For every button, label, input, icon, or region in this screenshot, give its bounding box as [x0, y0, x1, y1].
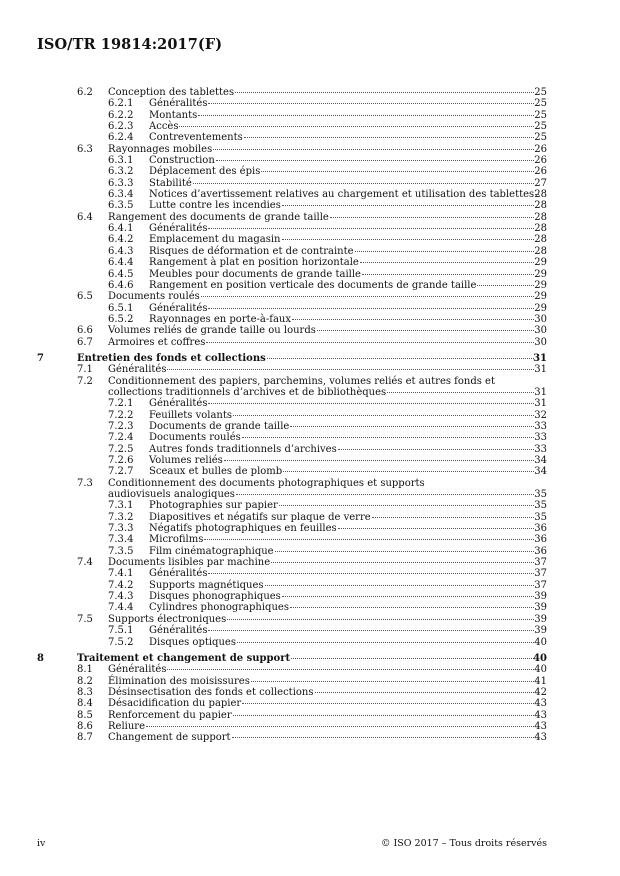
toc-entry-title: Stabilité: [149, 177, 192, 189]
toc-entry[interactable]: [37, 591, 547, 602]
toc-entry-number: 7.4.3: [108, 591, 134, 603]
toc-dot-leader: [232, 737, 534, 738]
toc-entry-page: 39: [534, 625, 547, 637]
toc-dot-leader: [167, 369, 534, 370]
toc-entry-title: collections traditionnels d’archives et de bibliothèques: [108, 386, 387, 398]
toc-entry[interactable]: [37, 466, 547, 477]
toc-entry[interactable]: [37, 234, 547, 245]
toc-entry[interactable]: [37, 269, 547, 280]
toc-entry-page: 31: [534, 398, 547, 410]
toc-entry-title: Négatifs photographiques en feuilles: [149, 523, 337, 535]
toc-entry-title: Conditionnement des papiers, parchemins, volumes reliés et autres fonds et: [108, 375, 495, 387]
toc-dot-leader: [216, 160, 534, 161]
toc-entry-title: Généralités: [149, 568, 208, 580]
toc-entry[interactable]: [37, 398, 547, 409]
toc-entry-number: 7.2.5: [108, 443, 134, 455]
toc-entry-title: Conditionnement des documents photographiques et supports: [108, 477, 425, 489]
toc-entry-number: 6.3: [77, 143, 93, 155]
toc-entry-number: 6.7: [77, 336, 93, 348]
toc-entry-title: Rangement des documents de grande taille: [108, 211, 329, 223]
toc-dot-leader: [167, 669, 534, 670]
toc-chapter-entry[interactable]: [37, 353, 547, 364]
toc-dot-leader: [233, 715, 534, 716]
toc-entry-page: 43: [534, 732, 547, 744]
toc-entry[interactable]: [37, 687, 547, 698]
toc-entry-title: Généralités: [149, 398, 208, 410]
toc-entry-number: 7.2.3: [108, 420, 134, 432]
toc-entry-title: Disques phonographiques: [149, 591, 281, 603]
toc-entry[interactable]: [37, 478, 547, 489]
toc-entry[interactable]: [37, 291, 547, 302]
toc-entry[interactable]: [37, 132, 547, 143]
toc-entry-title: Renforcement du papier: [108, 709, 232, 721]
page-number: iv: [37, 838, 46, 849]
toc-dot-leader: [233, 415, 534, 416]
toc-dot-leader: [213, 149, 534, 150]
toc-entry-title: Accès: [149, 121, 179, 133]
toc-entry-number: 6.3.1: [108, 155, 134, 167]
toc-entry-title: Montants: [149, 109, 198, 121]
toc-entry[interactable]: [37, 698, 547, 709]
toc-entry[interactable]: [37, 580, 547, 591]
toc-dot-leader: [315, 692, 535, 693]
toc-entry-page: 26: [534, 155, 547, 167]
toc-dot-leader: [208, 573, 534, 574]
toc-entry[interactable]: [37, 721, 547, 732]
toc-entry-number: 7.3.2: [108, 511, 134, 523]
toc-entry[interactable]: [37, 432, 547, 443]
toc-entry[interactable]: [37, 155, 547, 166]
copyright-notice: © ISO 2017 – Tous droits réservés: [380, 838, 547, 849]
toc-entry[interactable]: [37, 625, 547, 636]
toc-entry[interactable]: [37, 557, 547, 568]
toc-entry[interactable]: [37, 314, 547, 325]
toc-entry[interactable]: [37, 512, 547, 523]
toc-entry-number: 7.3.4: [108, 534, 134, 546]
toc-entry-title: Microfilms: [149, 534, 204, 546]
toc-entry-title: Volumes reliés: [149, 455, 223, 466]
toc-entry[interactable]: [37, 364, 547, 375]
toc-dot-leader: [251, 681, 534, 682]
toc-entry-title: Entretien des fonds et collections: [77, 352, 266, 364]
toc-entry-page: 26: [534, 166, 547, 178]
toc-entry-number: 7.1: [77, 364, 93, 376]
toc-entry-page: 27: [534, 177, 547, 189]
toc-entry-page: 28: [534, 234, 547, 246]
toc-entry-page: 34: [534, 466, 547, 478]
toc-entry[interactable]: [37, 568, 547, 579]
toc-entry-title: Volumes reliés de grande taille ou lourds: [108, 325, 316, 337]
toc-entry-title: Rayonnages mobiles: [108, 143, 213, 155]
toc-entry[interactable]: [37, 444, 547, 455]
toc-entry-page: 36: [534, 534, 547, 546]
toc-dot-leader: [146, 726, 534, 727]
toc-dot-leader: [282, 239, 535, 240]
toc-dot-leader: [338, 528, 534, 529]
table-of-contents: [37, 87, 547, 744]
toc-dot-leader: [208, 630, 534, 631]
toc-entry-page: 25: [534, 132, 547, 144]
toc-entry[interactable]: [37, 121, 547, 132]
toc-entry-number: 6.5: [77, 291, 93, 303]
toc-dot-leader: [237, 642, 534, 643]
toc-entry[interactable]: [37, 178, 547, 189]
toc-entry[interactable]: [37, 387, 547, 398]
toc-dot-leader: [282, 205, 534, 206]
toc-entry-page: 43: [534, 698, 547, 710]
toc-entry[interactable]: [37, 664, 547, 675]
toc-entry[interactable]: [37, 166, 547, 177]
toc-entry-page: 30: [534, 325, 547, 337]
toc-entry-number: 7.4: [77, 557, 93, 569]
toc-entry-title: Rayonnages en porte-à-faux: [149, 313, 292, 325]
toc-entry-number: 7.5: [77, 613, 93, 625]
toc-entry-number: 6.3.3: [108, 177, 134, 189]
toc-dot-leader: [372, 517, 534, 518]
toc-entry-page: 35: [534, 489, 547, 501]
toc-entry[interactable]: [37, 87, 547, 98]
toc-dot-leader: [227, 619, 534, 620]
toc-dot-leader: [208, 403, 534, 404]
toc-entry-number: 6.3.5: [108, 200, 134, 212]
toc-entry-page: 34: [534, 455, 547, 466]
toc-entry-number: 7.5.2: [108, 636, 134, 648]
toc-dot-leader: [201, 296, 534, 297]
toc-entry-number: 7: [37, 352, 44, 364]
toc-entry-number: 6.3.4: [108, 189, 134, 201]
toc-entry-page: 35: [534, 511, 547, 523]
toc-entry-page: 39: [534, 602, 547, 614]
toc-entry-number: 7.3.1: [108, 500, 134, 512]
toc-entry-page: 36: [534, 545, 547, 557]
toc-entry[interactable]: [37, 280, 547, 291]
toc-dot-leader: [291, 658, 534, 659]
toc-entry-title: Reliure: [108, 720, 145, 732]
toc-entry-page: 29: [534, 268, 547, 280]
toc-entry-number: 8.4: [77, 698, 93, 710]
toc-entry-page: 29: [534, 279, 547, 291]
toc-dot-leader: [330, 217, 534, 218]
toc-entry-number: 6.2.4: [108, 132, 134, 144]
toc-entry-number: 7.4.4: [108, 602, 134, 614]
toc-dot-leader: [208, 308, 534, 309]
toc-entry[interactable]: [37, 337, 547, 348]
toc-entry-title: Lutte contre les incendies: [149, 200, 281, 212]
toc-entry[interactable]: [37, 257, 547, 268]
toc-entry-number: 7.2: [77, 375, 93, 387]
toc-entry-number: 6.2: [77, 87, 93, 98]
toc-entry-number: 8.3: [77, 686, 93, 698]
toc-entry-number: 6.4.3: [108, 245, 134, 257]
toc-dot-leader: [193, 183, 534, 184]
toc-entry-title: Sceaux et bulles de plomb: [149, 466, 283, 478]
toc-entry-title: Emplacement du magasin: [149, 234, 281, 246]
toc-dot-leader: [362, 274, 534, 275]
toc-entry-title: Film cinématographique: [149, 545, 274, 557]
toc-entry-page: 32: [534, 409, 547, 421]
toc-entry-number: 6.4.5: [108, 268, 134, 280]
toc-entry-title: Rangement à plat en position horizontale: [149, 257, 359, 269]
toc-entry-number: 6.3.2: [108, 166, 134, 178]
toc-dot-leader: [236, 494, 534, 495]
toc-dot-leader: [206, 342, 534, 343]
toc-dot-leader: [477, 285, 534, 286]
toc-entry-title: Notices d’avertissement relatives au chargement et utilisation des tablettes: [149, 189, 535, 201]
toc-entry-title: Généralités: [149, 625, 208, 637]
toc-entry-page: 30: [534, 313, 547, 325]
toc-entry-title: Photographies sur papier: [149, 500, 278, 512]
toc-entry-number: 6.5.1: [108, 302, 134, 314]
toc-entry[interactable]: [37, 325, 547, 336]
toc-entry-title: Désinsectisation des fonds et collections: [108, 686, 314, 698]
toc-entry-page: 37: [534, 579, 547, 591]
toc-dot-leader: [387, 392, 534, 393]
toc-entry-number: 8.2: [77, 675, 93, 687]
toc-entry-page: 40: [534, 636, 547, 648]
toc-entry-number: 6.4.2: [108, 234, 134, 246]
toc-dot-leader: [179, 126, 534, 127]
toc-entry-title: Généralités: [108, 364, 167, 376]
toc-entry[interactable]: [37, 110, 547, 121]
toc-entry-page: 43: [534, 720, 547, 732]
toc-dot-leader: [283, 471, 534, 472]
toc-entry-page: 28: [534, 245, 547, 257]
toc-entry-title: Traitement et changement de support: [77, 652, 291, 664]
toc-entry-title: Diapositives et négatifs sur plaque de verre: [149, 511, 371, 523]
toc-entry-page: 39: [534, 591, 547, 603]
toc-entry-page: 31: [533, 352, 547, 364]
document-header-title: ISO/TR 19814:2017(F): [37, 36, 223, 53]
toc-entry-number: 7.2.6: [108, 455, 134, 466]
toc-entry-page: 33: [534, 443, 547, 455]
toc-dot-leader: [282, 596, 534, 597]
toc-entry[interactable]: [37, 303, 547, 314]
toc-entry-title: Construction: [149, 155, 215, 167]
toc-entry[interactable]: [37, 98, 547, 109]
toc-entry-page: 42: [534, 686, 547, 698]
toc-entry[interactable]: [37, 534, 547, 545]
toc-entry-number: 7.4.2: [108, 579, 134, 591]
toc-entry-number: 7.2.7: [108, 466, 134, 478]
toc-dot-leader: [267, 358, 534, 359]
toc-entry-title: audiovisuels analogiques: [108, 489, 235, 501]
toc-entry-page: 29: [534, 257, 547, 269]
toc-entry[interactable]: [37, 144, 547, 155]
toc-entry-title: Documents roulés: [108, 291, 200, 303]
toc-entry-title: Feuillets volants: [149, 409, 233, 421]
toc-entry-number: 6.5.2: [108, 313, 134, 325]
toc-entry-title: Déplacement des épis: [149, 166, 261, 178]
toc-entry-number: 6.4.1: [108, 223, 134, 235]
toc-entry[interactable]: [37, 676, 547, 687]
toc-dot-leader: [265, 585, 534, 586]
toc-entry-page: 39: [534, 613, 547, 625]
toc-entry-page: 28: [534, 211, 547, 223]
toc-entry-title: Supports magnétiques: [149, 579, 264, 591]
toc-dot-leader: [242, 437, 534, 438]
toc-entry-page: 36: [534, 523, 547, 535]
toc-entry-title: Documents de grande taille: [149, 420, 290, 432]
toc-entry-number: 8.6: [77, 720, 93, 732]
toc-entry[interactable]: [37, 546, 547, 557]
toc-entry-title: Généralités: [149, 302, 208, 314]
toc-entry-title: Généralités: [149, 223, 208, 235]
toc-entry[interactable]: [37, 500, 547, 511]
toc-dot-leader: [204, 539, 534, 540]
toc-entry-number: 8.1: [77, 664, 93, 676]
toc-entry-page: 26: [534, 143, 547, 155]
toc-entry-page: 37: [534, 557, 547, 569]
toc-entry-title: Contreventements: [149, 132, 243, 144]
toc-entry-number: 7.3.5: [108, 545, 134, 557]
toc-entry-page: 33: [534, 432, 547, 444]
toc-entry[interactable]: [37, 710, 547, 721]
toc-dot-leader: [275, 551, 534, 552]
toc-entry-page: 29: [534, 291, 547, 303]
toc-entry[interactable]: [37, 200, 547, 211]
toc-entry-number: 6.2.3: [108, 121, 134, 133]
toc-entry-page: 25: [534, 121, 547, 133]
toc-dot-leader: [292, 319, 534, 320]
toc-entry-page: 25: [534, 87, 547, 98]
toc-dot-leader: [279, 505, 534, 506]
toc-entry-page: 40: [533, 652, 547, 664]
toc-entry-number: 6.2.1: [108, 98, 134, 110]
toc-entry-number: 7.3.3: [108, 523, 134, 535]
toc-entry-title: Conception des tablettes: [108, 87, 235, 98]
toc-dot-leader: [290, 426, 534, 427]
toc-dot-leader: [224, 460, 534, 461]
toc-entry-page: 31: [534, 386, 547, 398]
toc-dot-leader: [360, 262, 534, 263]
toc-entry-title: Autres fonds traditionnels d’archives: [149, 443, 337, 455]
toc-entry[interactable]: [37, 410, 547, 421]
toc-entry-title: Armoires et coffres: [108, 336, 206, 348]
toc-dot-leader: [271, 562, 534, 563]
toc-entry[interactable]: [37, 376, 547, 387]
toc-entry-number: 6.4: [77, 211, 93, 223]
toc-entry[interactable]: [37, 212, 547, 223]
toc-entry[interactable]: [37, 246, 547, 257]
toc-dot-leader: [355, 251, 534, 252]
toc-entry-page: 30: [534, 336, 547, 348]
toc-entry-number: 6.4.6: [108, 279, 134, 291]
toc-entry-number: 6.6: [77, 325, 93, 337]
toc-dot-leader: [261, 171, 534, 172]
toc-chapter-entry[interactable]: [37, 653, 547, 664]
toc-entry-page: 28: [534, 200, 547, 212]
toc-entry-title: Meubles pour documents de grande taille: [149, 268, 361, 280]
toc-entry-title: Disques optiques: [149, 636, 236, 648]
toc-entry[interactable]: [37, 523, 547, 534]
toc-entry-number: 8.5: [77, 709, 93, 721]
toc-entry-number: 8: [37, 652, 44, 664]
toc-entry-title: Désacidification du papier: [108, 698, 242, 710]
toc-entry-number: 7.4.1: [108, 568, 134, 580]
toc-entry-page: 33: [534, 420, 547, 432]
toc-entry-page: 25: [534, 109, 547, 121]
toc-entry-title: Rangement en position verticale des documents de grande taille: [149, 279, 477, 291]
toc-entry-title: Supports électroniques: [108, 613, 227, 625]
toc-entry-page: 29: [534, 302, 547, 314]
toc-entry-number: 8.7: [77, 732, 93, 744]
toc-entry-title: Changement de support: [108, 732, 231, 744]
toc-dot-leader: [290, 607, 534, 608]
toc-entry-title: Documents roulés: [149, 432, 241, 444]
toc-dot-leader: [244, 137, 534, 138]
toc-entry-number: 7.2.1: [108, 398, 134, 410]
toc-entry[interactable]: [37, 455, 547, 466]
toc-entry-number: 6.4.4: [108, 257, 134, 269]
toc-entry[interactable]: [37, 421, 547, 432]
toc-dot-leader: [338, 449, 534, 450]
toc-dot-leader: [208, 228, 534, 229]
toc-entry-page: 41: [534, 675, 547, 687]
toc-entry-page: 40: [534, 664, 547, 676]
toc-entry-number: 7.3: [77, 477, 93, 489]
toc-entry[interactable]: [37, 489, 547, 500]
toc-entry-title: Documents lisibles par machine: [108, 557, 271, 569]
toc-entry-page: 35: [534, 500, 547, 512]
toc-dot-leader: [242, 703, 534, 704]
toc-entry-page: 25: [534, 98, 547, 110]
toc-entry[interactable]: [37, 732, 547, 743]
toc-entry[interactable]: [37, 637, 547, 648]
toc-entry[interactable]: [37, 223, 547, 234]
toc-entry[interactable]: [37, 189, 547, 200]
toc-dot-leader: [208, 103, 534, 104]
toc-entry-page: 43: [534, 709, 547, 721]
toc-entry-title: Cylindres phonographiques: [149, 602, 289, 614]
toc-entry-title: Élimination des moisissures: [108, 675, 250, 687]
toc-entry-page: 37: [534, 568, 547, 580]
toc-entry-title: Risques de déformation et de contrainte: [149, 245, 354, 257]
toc-entry[interactable]: [37, 602, 547, 613]
toc-entry-number: 7.5.1: [108, 625, 134, 637]
toc-entry-title: Généralités: [108, 664, 167, 676]
toc-entry-page: 28: [534, 223, 547, 235]
toc-entry-title: Généralités: [149, 98, 208, 110]
toc-entry-page: 31: [534, 364, 547, 376]
toc-dot-leader: [317, 330, 534, 331]
toc-entry[interactable]: [37, 614, 547, 625]
toc-entry-number: 7.2.4: [108, 432, 134, 444]
toc-dot-leader: [235, 92, 534, 93]
toc-dot-leader: [198, 115, 534, 116]
toc-entry-page: 28: [534, 189, 547, 201]
toc-entry-number: 6.2.2: [108, 109, 134, 121]
toc-entry-number: 7.2.2: [108, 409, 134, 421]
